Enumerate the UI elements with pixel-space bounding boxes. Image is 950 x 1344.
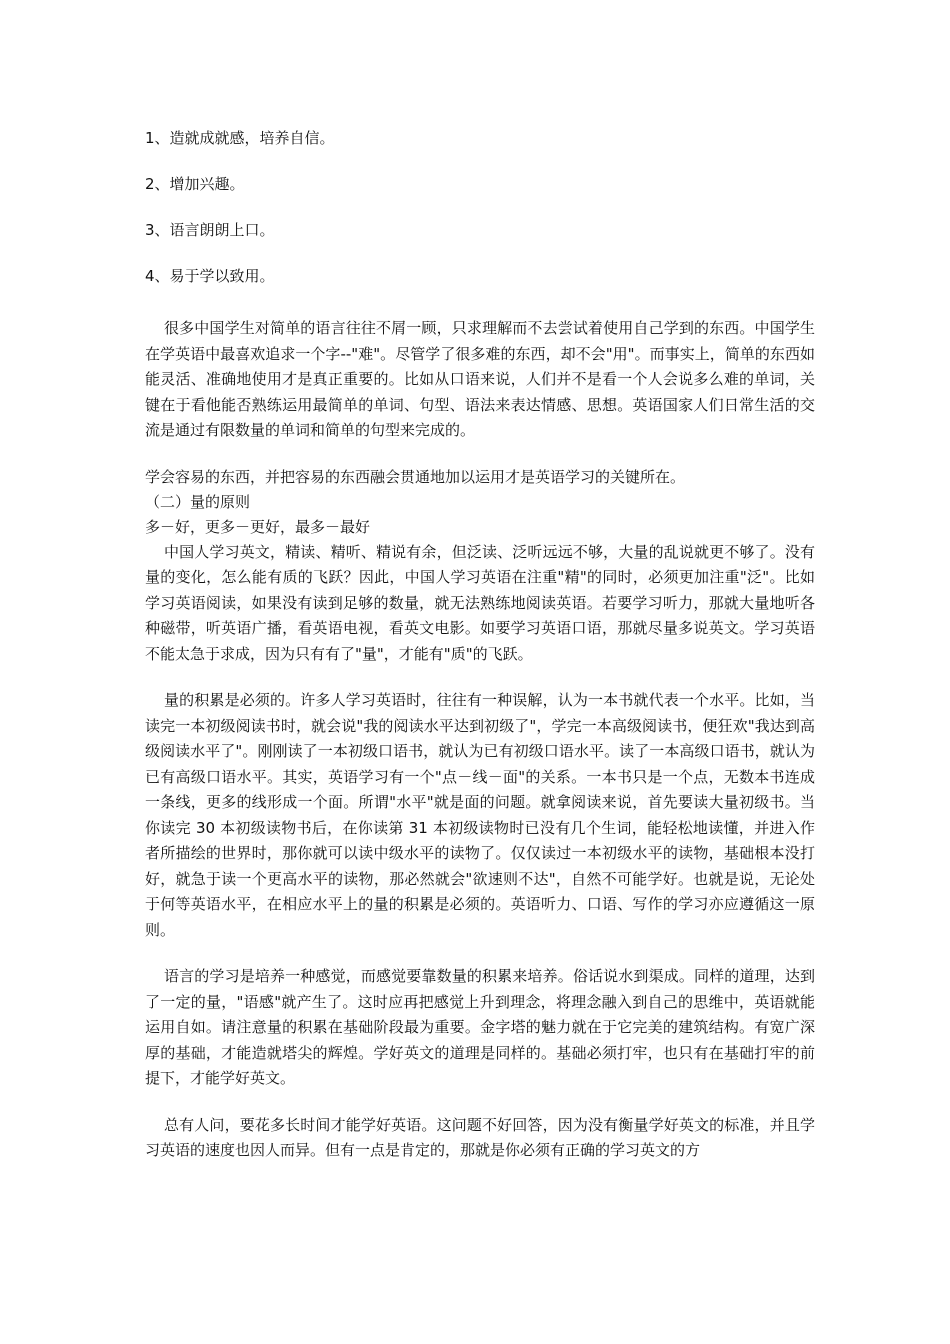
motto-line: 多－好，更多－更好，最多－最好 bbox=[145, 517, 371, 536]
paragraph-key-point: 学会容易的东西，并把容易的东西融会贯通地加以运用才是英语学习的关键所在。 bbox=[145, 467, 686, 486]
paragraph-accumulation: 量的积累是必须的。许多人学习英语时，往往有一种误解，认为一本书就代表一个水平。比如，当读完一本初级阅读书时，就会说"我的阅读水平达到初级了"，学完一本高级阅读书，便狂欢"我达到高级阅读水平了"。刚刚读了一本初级口语书，就认为已有初级口语水平。读了一本高级口语书，就认为已有高级口语水平。其实，英语学习有一个"点－线－面"的关系。一本书只是一个点，无数本书连成一条线，更多的线形成一个面。所谓"水平"就是面的问题。就拿阅读来说，首先要读大量初级书。当你读完 30 本初级读物书后，在你读第 31 本初级读物时已没有几个生词，能轻松地读懂，并进入作者所描绘的世界时，那你就可以读中级水平的读物了。仅仅读过一本初级水平的读物，基础根本没打好，就急于读一个更高水平的读物，那必然就会"欲速则不达"，自然不可能学好。也就是说，无论处于何等英语水平，在相应水平上的量的积累是必须的。英语听力、口语、写作的学习亦应遵循这一原则。 bbox=[145, 691, 815, 939]
list-item: 3、语言朗朗上口。 bbox=[145, 221, 275, 239]
paragraph-simple-language: 很多中国学生对简单的语言往往不屑一顾，只求理解而不去尝试着使用自己学到的东西。中国学生在学英语中最喜欢追求一个字--"难"。尽管学了很多难的东西，却不会"用"。而事实上，简单的东西如能灵活、准确地使用才是真正重要的。比如从口语来说，人们并不是看一个人会说多么难的单词，关键在于看他能否熟练运用最简单的单词、句型、语法来表达情感、思想。英语国家人们日常生活的交流是通过有限数量的单词和简单的句型来完成的。 bbox=[145, 319, 815, 439]
list-item: 1、造就成就感，培养自信。 bbox=[145, 129, 335, 147]
section-heading: （二）量的原则 bbox=[145, 492, 251, 511]
paragraph-how-long: 总有人问，要花多长时间才能学好英语。这问题不好回答，因为没有衡量学好英文的标准，并且学习英语的速度也因人而异。但有一点是肯定的，那就是你必须有正确的学习英文的方 bbox=[145, 1115, 815, 1159]
document-body bbox=[145, 126, 815, 1164]
list-item: 2、增加兴趣。 bbox=[145, 175, 245, 193]
paragraph-extensive-learning: 中国人学习英文，精读、精听、精说有余，但泛读、泛听远远不够，大量的乱说就更不够了。没有量的变化，怎么能有质的飞跃？因此，中国人学习英语在注重"精"的同时，必须更加注重"泛"。比如学习英语阅读，如果没有读到足够的数量，就无法熟练地阅读英语。若要学习听力，那就大量地听各种磁带，听英语广播，看英语电视，看英文电影。如要学习英语口语，那就尽量多说英文。学习英语不能太急于求成，因为只有有了"量"，才能有"质"的飞跃。 bbox=[145, 542, 815, 663]
paragraph-language-sense: 语言的学习是培养一种感觉，而感觉要靠数量的积累来培养。俗话说水到渠成。同样的道理，达到了一定的量，"语感"就产生了。这时应再把感觉上升到理念，将理念融入到自己的思维中，英语就能运用自如。请注意量的积累在基础阶段最为重要。金字塔的魅力就在于它完美的建筑结构。有宽广深厚的基础，才能造就塔尖的辉煌。学好英文的道理是同样的。基础必须打牢，也只有在基础打牢的前提下，才能学好英文。 bbox=[145, 967, 815, 1087]
list-item: 4、易于学以致用。 bbox=[145, 267, 275, 285]
